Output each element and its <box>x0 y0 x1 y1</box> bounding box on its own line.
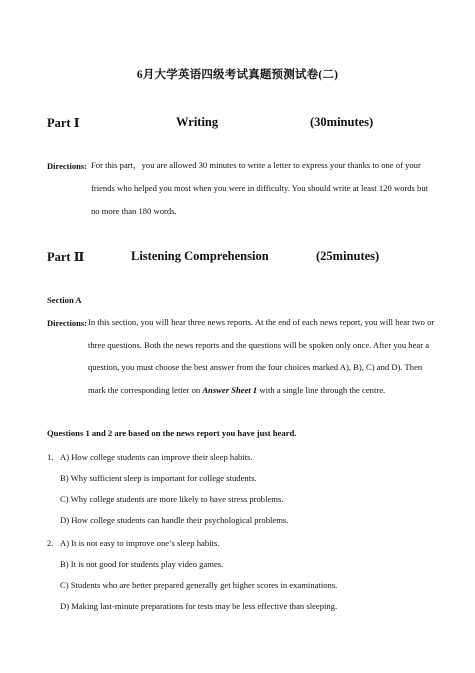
part2-directions-line-1: In this section, you will hear three news reports. At the end of each news report, you will hear two or <box>88 317 435 327</box>
question-1-choice-c: C) Why college students are more likely to have stress problems. <box>60 494 284 504</box>
part2-directions-line-3: question, you must choose the best answer from the four choices marked A), B), C) and D). Then <box>88 362 423 372</box>
question-1-number: 1. <box>47 452 54 462</box>
page-title: 6月大学英语四级考试真题预测试卷(二) <box>136 69 339 81</box>
part1-label: Part Ⅰ <box>47 116 80 130</box>
part2-label: Part Ⅱ <box>47 250 85 264</box>
part2-name: Listening Comprehension <box>131 249 269 263</box>
part2-directions-line-2: three questions. Both the news reports and the questions will be spoken only once. After you hear a <box>88 340 430 350</box>
part1-time: (30minutes) <box>310 115 374 129</box>
question-2-choice-d: D) Making last-minute preparations for tests may be less effective than sleeping. <box>60 601 338 611</box>
section-heading: Section A <box>47 295 82 305</box>
question-2-number: 2. <box>47 538 54 548</box>
part1-directions-line-3: no more than 180 words. <box>91 206 177 216</box>
question-2-choice-c: C) Students who are better prepared generally get higher scores in examinations. <box>60 580 338 590</box>
directions-text-post: with a single line through the centre. <box>257 385 386 395</box>
part2-time: (25minutes) <box>316 249 380 263</box>
question-2-choice-b: B) It is not good for students play video games. <box>60 559 224 569</box>
part1-directions-line-1: For this part，you are allowed 30 minutes to write a letter to express your thanks to one of your <box>91 160 421 170</box>
part1-directions-label: Directions: <box>47 161 87 171</box>
part2-directions-label: Directions: <box>47 318 87 328</box>
directions-text-pre: mark the corresponding letter on <box>88 385 203 395</box>
part1-directions-line-2: friends who helped you most when you were in difficulty. You should write at least 120 words but <box>91 183 429 193</box>
part2-directions-line-4 <box>88 385 385 396</box>
question-2-choice-a: A) It is not easy to improve one’s sleep habits. <box>60 538 220 548</box>
answer-sheet-reference: Answer Sheet 1 <box>202 385 258 395</box>
question-1-choice-a: A) How college students can improve their sleep habits. <box>60 452 253 462</box>
part1-name: Writing <box>176 115 219 129</box>
question-1-choice-d: D) How college students can handle their psychological problems. <box>60 515 289 525</box>
question-1-choice-b: B) Why sufficient sleep is important for college students. <box>60 473 257 483</box>
questions-intro: Questions 1 and 2 are based on the news report you have just heard. <box>47 428 297 438</box>
